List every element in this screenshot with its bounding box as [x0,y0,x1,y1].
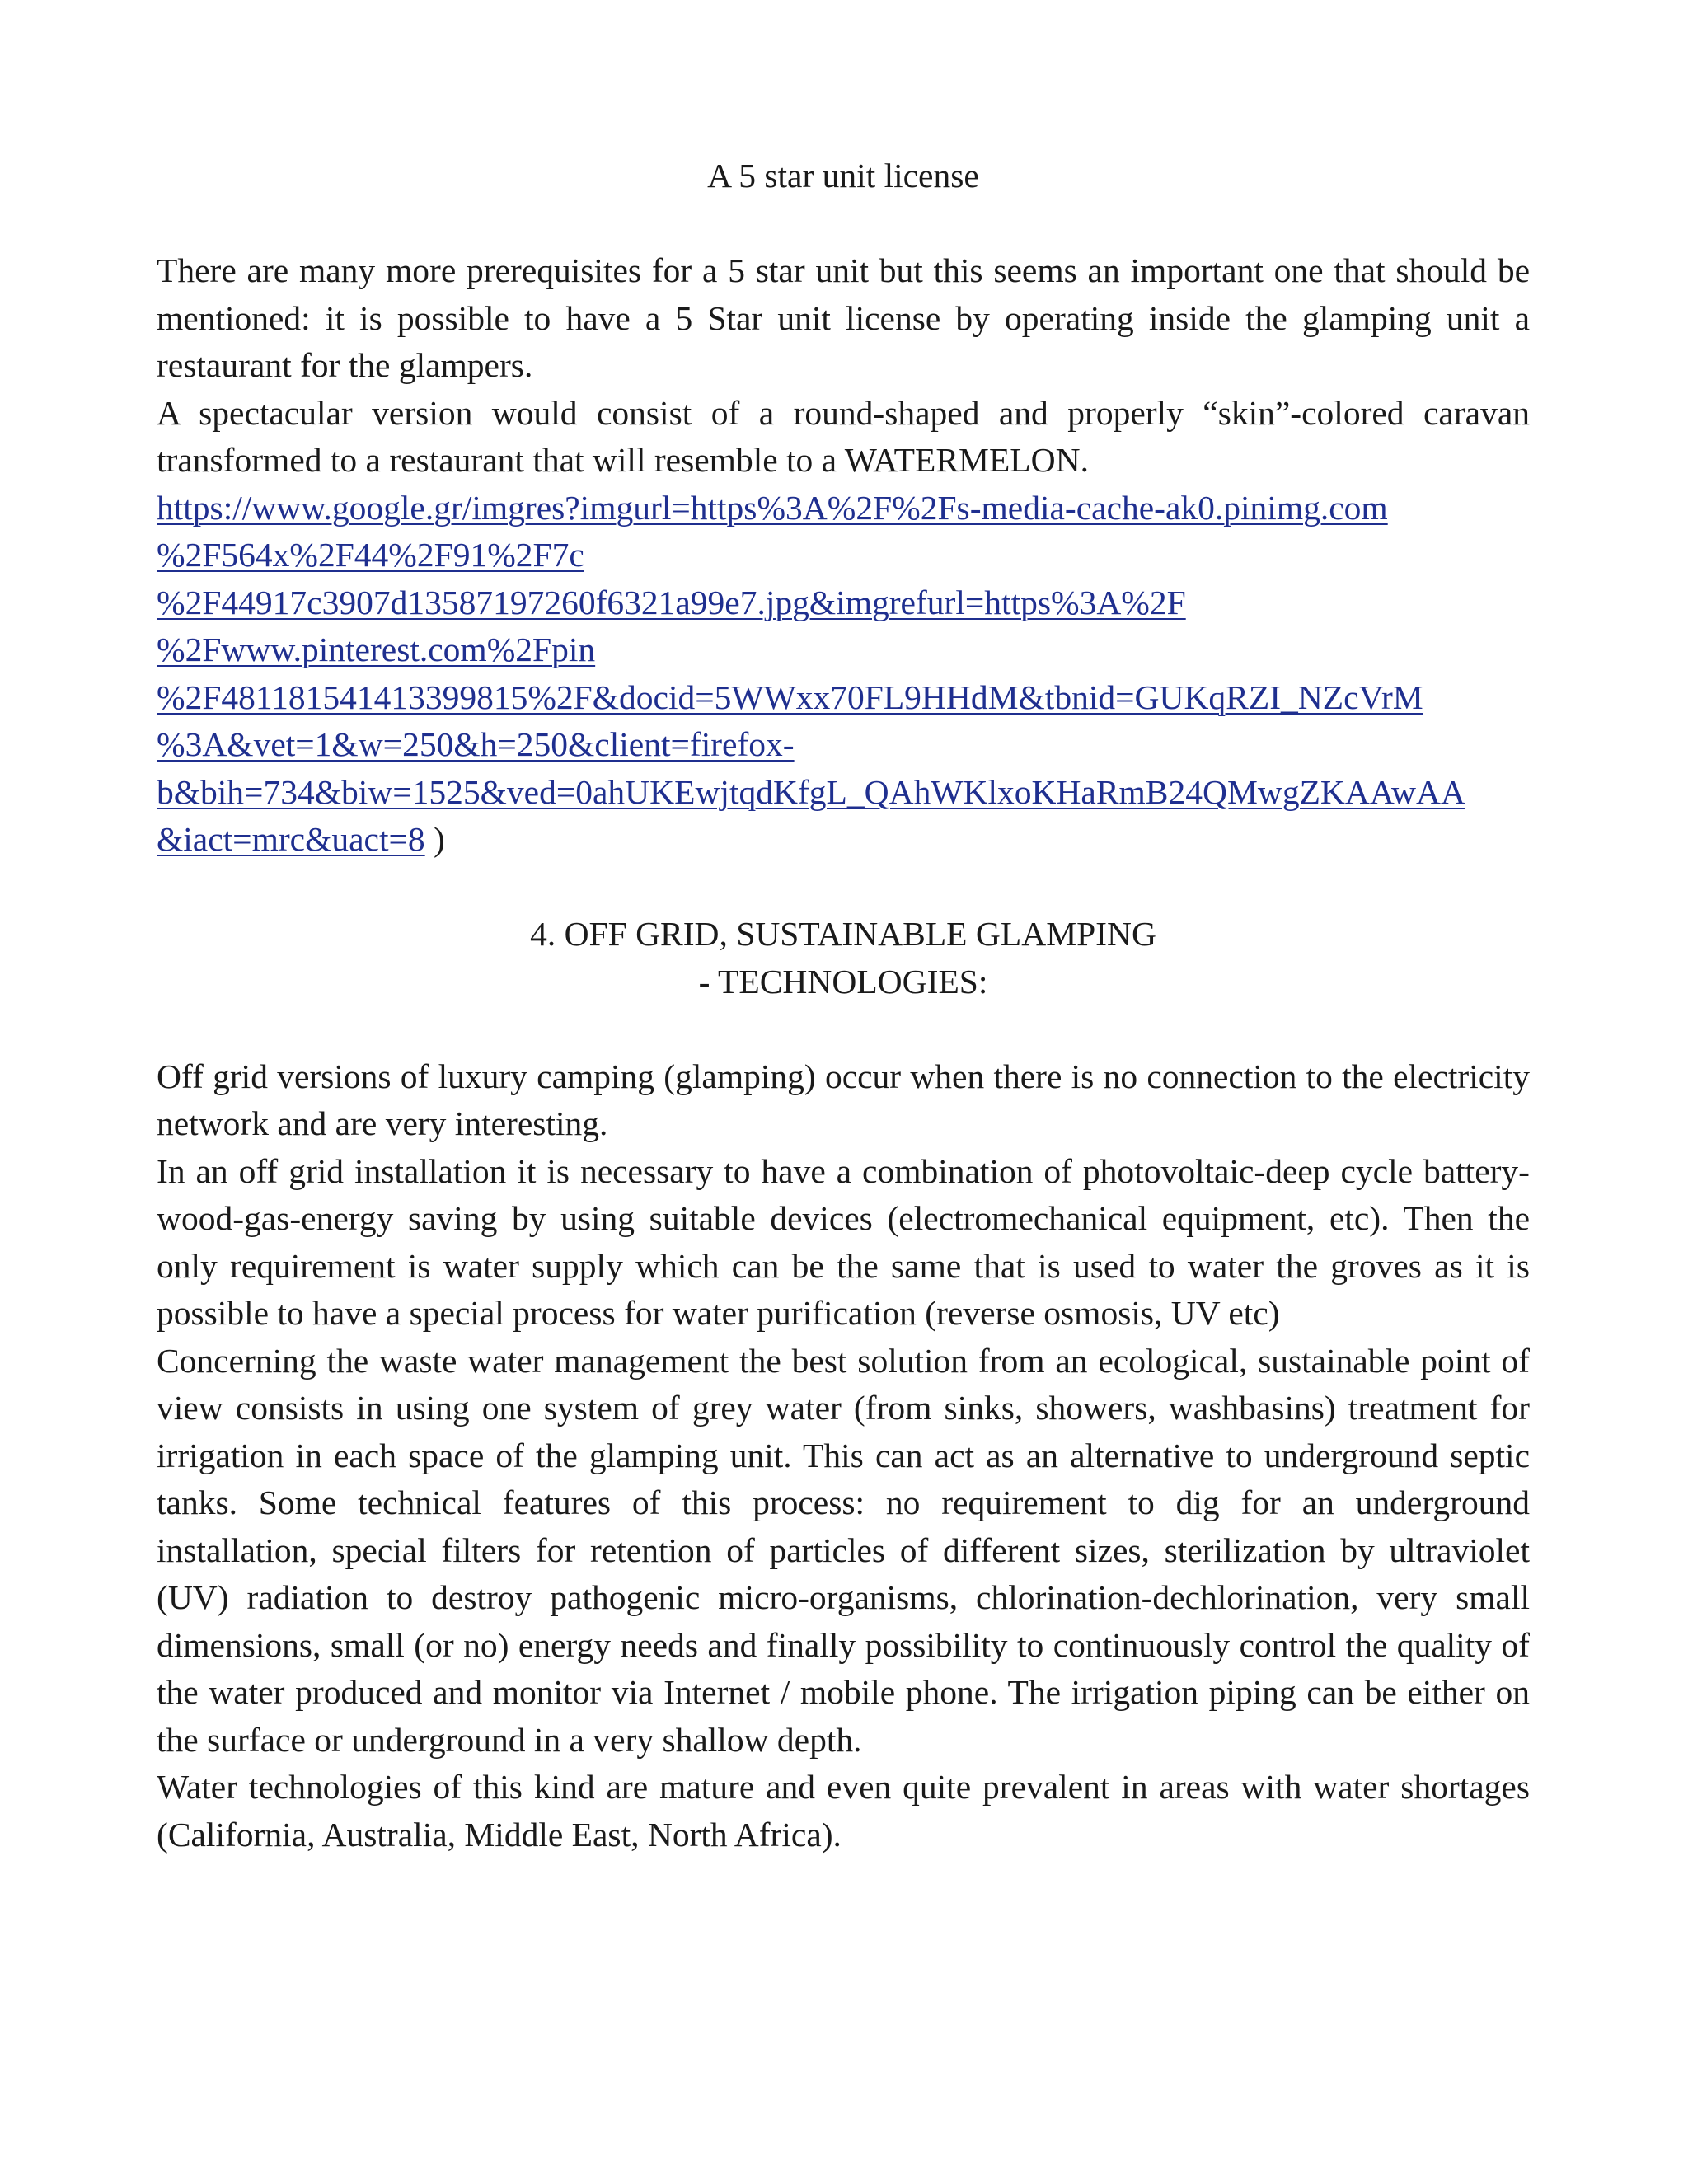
paragraph-off-grid-versions: Off grid versions of luxury camping (glamping) occur when there is no connection to the electricity network and are very interesting. [157,1057,1530,1142]
image-link-block [157,485,1530,864]
link-closing-paren: ) [424,820,445,858]
paragraph-off-grid-installation: In an off grid installation it is necessary to have a combination of photovoltaic-deep cycle battery-wood-gas-energy saving by using suitable devices (electromechanical equipment, etc). Then the only requirement is water supply which can be the same that is used to water the groves as it is possible to have a special process for water purification (reverse osmosis, UV etc) [157,1151,1530,1332]
paragraph-water-technologies: Water technologies of this kind are mature and even quite prevalent in areas with water shortages (California, Australia, Middle East, North Africa). [157,1768,1530,1854]
image-link-line-6[interactable]: %3A&vet=1&w=250&h=250&client=firefox- [157,725,795,763]
spacer [157,200,1530,248]
image-link-last-line [157,816,1530,864]
paragraph-prerequisites: There are many more prerequisites for a 5 star unit but this seems an important one that should be mentioned: it is possible to have a 5 Star unit license by operating inside the glamping unit a restaurant for the glampers. [157,251,1530,384]
paragraph-waste-water: Concerning the waste water management the best solution from an ecological, sustainable point of view consists in using one system of grey water (from sinks, showers, washbasins) treatment for irrigation in each space of the glamping unit. This can act as an alternative to underground septic tanks. Some technical features of this process: no requirement to dig for an underground installation, special filters for retention of particles of different sizes, sterilization by ultraviolet (UV) radiation to destroy pathogenic micro-organisms, chlorination-dechlorination, very small dimensions, small (or no) energy needs and finally possibility to continuously control the quality of the water produced and monitor via Internet / mobile phone. The irrigation piping can be either on the surface or underground in a very shallow depth. [157,1341,1530,1759]
image-link-line-8[interactable]: &iact=mrc&uact=8 [157,820,425,858]
image-link-line-7[interactable]: b&bih=734&biw=1525&ved=0ahUKEwjtqdKfgL_QAhWKlxoKHaRmB24QMwgZKAAwAA [157,772,1465,811]
image-link-line-2[interactable]: %2F564x%2F44%2F91%2F7c [157,536,584,574]
spacer [157,1005,1530,1053]
section-heading-off-grid: 4. OFF GRID, SUSTAINABLE GLAMPING [530,915,1156,953]
image-link-line-1[interactable]: https://www.google.gr/imgres?imgurl=https%3A%2F%2Fs-media-cache-ak0.pinimg.com [157,488,1388,527]
section-subheading-technologies: - TECHNOLOGIES: [698,962,988,1001]
paragraph-watermelon: A spectacular version would consist of a round-shaped and properly “skin”-colored caravan transformed to a restaurant that will resemble to a WATERMELON. [157,393,1530,479]
image-link-line-5[interactable]: %2F481181541413399815%2F&docid=5WWxx70FL9HHdM&tbnid=GUKqRZI_NZcVrM [157,677,1423,716]
section-heading-5-star-license: A 5 star unit license [707,157,979,194]
spacer [157,864,1530,912]
document-page [157,152,1530,1858]
image-link-line-4[interactable]: %2Fwww.pinterest.com%2Fpin [157,630,596,668]
image-link-line-3[interactable]: %2F44917c3907d13587197260f6321a99e7.jpg&imgrefurl=https%3A%2F [157,583,1186,621]
